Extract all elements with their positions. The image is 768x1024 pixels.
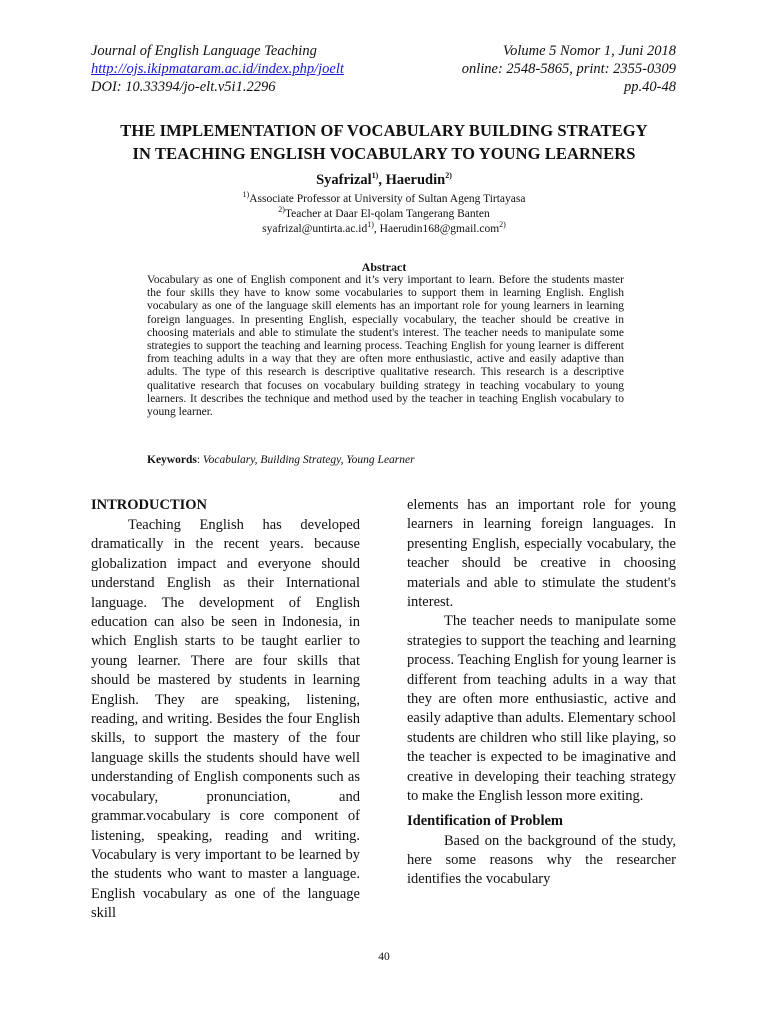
page-range: pp.40-48 (624, 79, 676, 95)
affiliation-2-sup: 2) (278, 205, 285, 215)
right-paragraph-2: The teacher needs to manipulate some strategies to support the teaching and learning process. Teaching English for young learner is different from teaching adults in a way that they are often more enthusiastic, active and easily adaptive than adults. Elementary school students are children who still like playing, so the teacher is expected to be imaginative and creative in developing their teaching strategy to make the English lesson more exiting. (407, 613, 676, 805)
author-list (0, 172, 768, 189)
paper-title (60, 119, 708, 165)
author-2-sup: 2) (445, 171, 452, 181)
author-separator: , (378, 172, 386, 188)
affiliation-1-sup: 1) (242, 190, 250, 200)
author-1-sup: 1) (371, 171, 379, 181)
right-paragraph-3: Based on the background of the study, here some reasons why the researcher identifies the vocabulary (407, 832, 676, 888)
affiliation-2 (0, 207, 768, 222)
emails (0, 222, 768, 237)
affiliation-2-text: Teacher at Daar El-qolam Tangerang Banten (284, 208, 490, 220)
email-1-sup: 1) (367, 220, 374, 230)
journal-name: Journal of English Language Teaching (91, 43, 317, 59)
identification-heading: Identification of Problem (407, 812, 563, 829)
affiliation-1-text: Associate Professor at University of Sultan Ageng Tirtayasa (249, 193, 526, 205)
email-separator: , (373, 223, 380, 235)
page-number: 40 (378, 951, 390, 963)
doi: DOI: 10.33394/jo-elt.v5i1.2296 (91, 79, 276, 95)
author-1: Syafrizal (316, 172, 372, 188)
abstract-text: Vocabulary as one of English component and it’s very important to learn. Before the students master the four skills they have to know some vocabularies to support them in learning English. English vocabulary as one of the language skill elements has an important role for young learners in learning foreign languages. In presenting English, especially vocabulary, the teacher should be creative in choosing materials and able to stimulate the student's interest. The teacher needs to manipulate some strategies to support the teaching and learning process. Teaching English for young learner is different from teaching adults in a way that they are often more enthusiastic, active and easily adaptive than adults. The type of this research is descriptive qualitative research. This research is a descriptive qualitative research that focuses on vocabulary building strategy in teaching vocabulary to young learners. It describes the technique and method used by the teacher in teaching English vocabulary to young learner. (147, 274, 624, 419)
email-2: Haerudin168@gmail.com (379, 223, 500, 235)
introduction-paragraph-1: Teaching English has developed dramatically in the recent years. because globalization impact and everyone should understand English as their International language. The development of English education can also be seen in Indonesia, in which English starts to be taught earlier to young learner. There are four skills that should be mastered by students in learning English. They are speaking, listening, reading, and writing. Besides the four English skills, to support the mastery of the four language skills the students should have well understanding of English components such as vocabulary, pronunciation, and grammar.vocabulary is core component of listening, speaking, reading and writing. Vocabulary is very important to be learned by the students who want to master a language. English vocabulary as one of the language skill (91, 517, 360, 922)
email-2-sup: 2) (499, 220, 506, 230)
right-paragraph-1: elements has an important role for young learners in learning foreign languages. In presenting English, especially vocabulary, the teacher should be creative in choosing materials and able to stimulate the student's interest. (407, 497, 676, 611)
keywords (147, 454, 415, 466)
keywords-colon: : (196, 454, 203, 466)
introduction-heading: INTRODUCTION (91, 497, 208, 513)
keywords-values: Vocabulary, Building Strategy, Young Learner (202, 454, 415, 466)
author-2: Haerudin (385, 172, 446, 188)
affiliation-1 (0, 192, 768, 207)
title-line-1: THE IMPLEMENTATION OF VOCABULARY BUILDING STRATEGY (120, 121, 648, 140)
right-column (407, 496, 676, 890)
email-1: syafrizal@untirta.ac.id (262, 223, 368, 235)
left-column (91, 496, 360, 924)
issn-info: online: 2548-5865, print: 2355-0309 (461, 61, 676, 77)
running-header (91, 42, 676, 96)
volume-info: Volume 5 Nomor 1, Juni 2018 (502, 43, 676, 59)
title-line-2: IN TEACHING ENGLISH VOCABULARY TO YOUNG LEARNERS (132, 144, 636, 163)
journal-url-link[interactable]: http://ojs.ikipmataram.ac.id/index.php/joelt (91, 61, 344, 77)
abstract-heading: Abstract (361, 260, 407, 274)
affiliations (0, 192, 768, 237)
keywords-label: Keywords (147, 454, 197, 466)
